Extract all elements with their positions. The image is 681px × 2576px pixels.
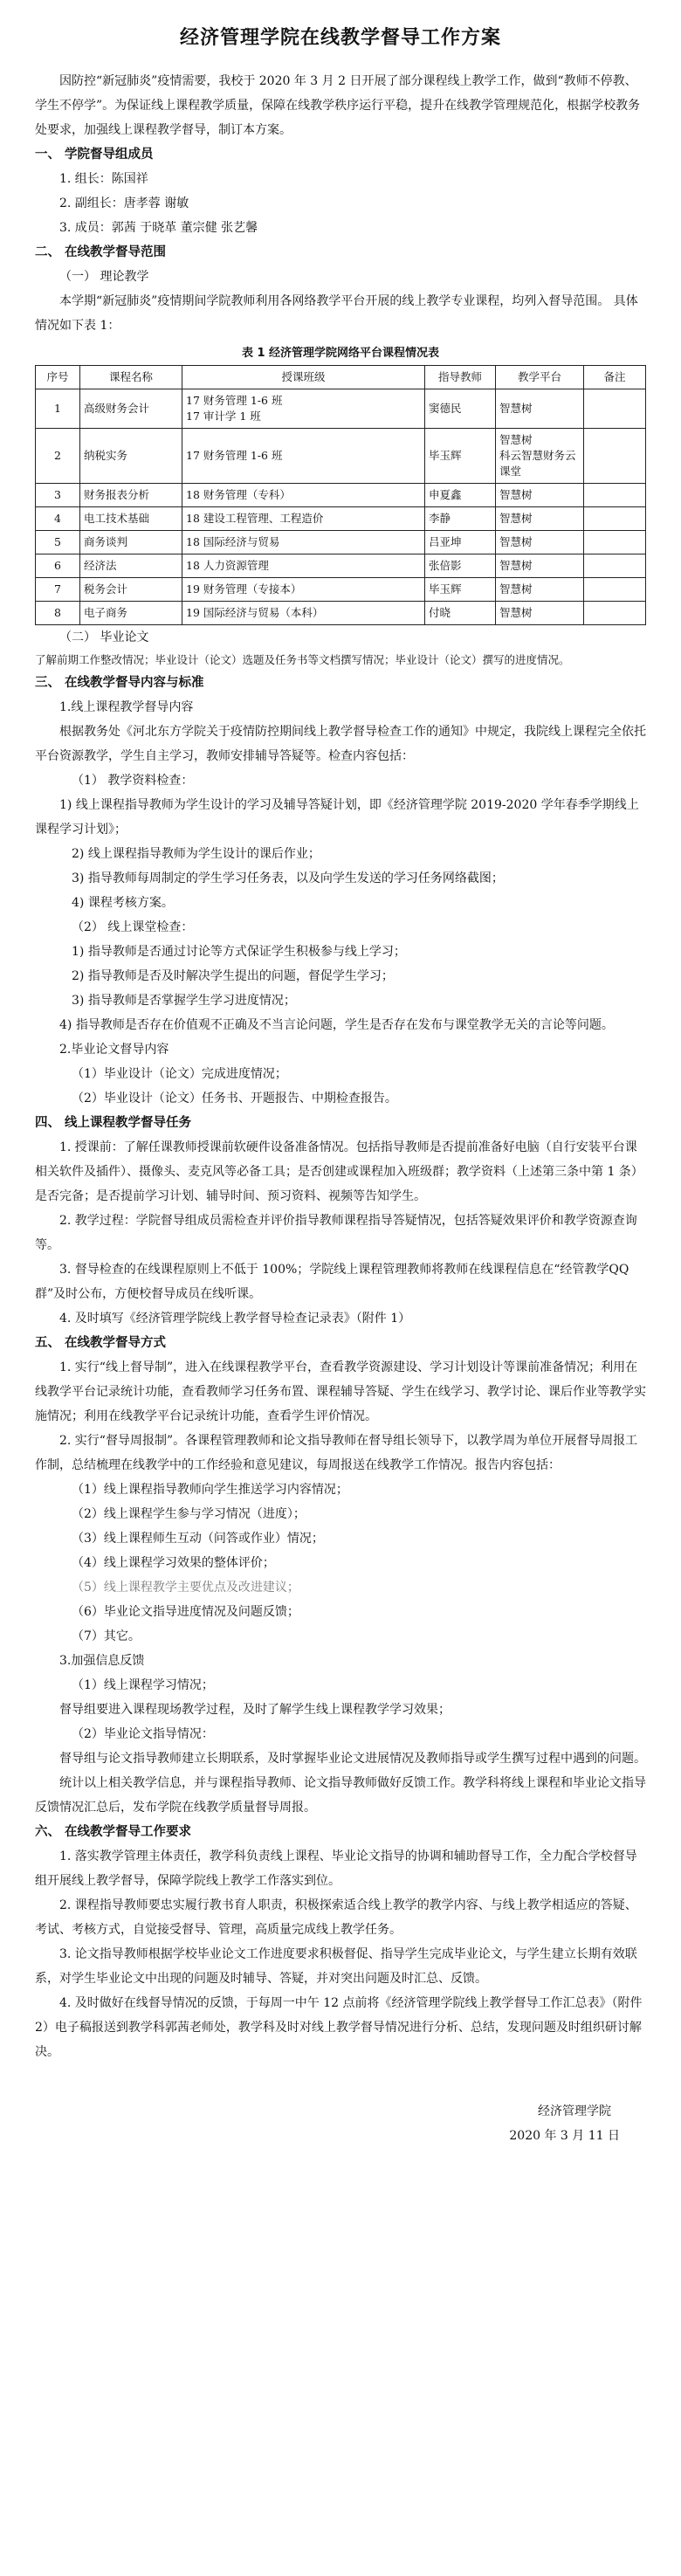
- scope-paragraph: 本学期“新冠肺炎”疫情期间学院教师利用各网络教学平台开展的线上教学专业课程，均列入督导范围。 具体情况如下表 1：: [35, 294, 638, 333]
- body-line: （3）线上课程师生互动（问答或作业）情况；: [72, 1532, 324, 1546]
- table-cell: 智慧树: [496, 531, 584, 554]
- body-line: （2）毕业设计（论文）任务书、开题报告、中期检查报告。: [72, 1092, 397, 1105]
- member-line: 1. 组长：陈国祥: [59, 172, 148, 186]
- table-cell: 智慧树: [496, 602, 584, 625]
- table-cell: 财务报表分析: [80, 484, 182, 507]
- table-body: [36, 389, 646, 625]
- body-line: 2. 实行“督导周报制”。各课程管理教师和论文指导教师在督导组长领导下，以教学周为单位开展督导周报工作制，总结梳理在线教学中的工作经验和意见建议，每周报送在线教学工作情况。报告内容包括：: [35, 1434, 638, 1472]
- body-line: （5）线上课程教学主要优点及改进建议；: [72, 1581, 299, 1595]
- table-cell: 智慧树 科云智慧财务云课堂: [496, 429, 584, 484]
- table-cell: 18 建设工程管理、工程造价: [182, 507, 425, 531]
- table-cell: 8: [36, 602, 80, 625]
- table-cell: 1: [36, 389, 80, 429]
- member-line: 2. 副组长：唐孝蓉 谢敏: [59, 196, 189, 210]
- body-line: （2）线上课程学生参与学习情况（进度）；: [72, 1507, 306, 1521]
- section-2-heading: 二、 在线教学督导范围: [35, 245, 167, 259]
- table-cell: 商务谈判: [80, 531, 182, 554]
- table-row: [36, 602, 646, 625]
- table-cell: 6: [36, 554, 80, 578]
- table-cell: 窦德民: [425, 389, 496, 429]
- table-cell: 申夏鑫: [425, 484, 496, 507]
- intro-paragraph: 因防控“新冠肺炎”疫情需要，我校于 2020 年 3 月 2 日开展了部分课程线上教学工作，做到“教师不停教、学生不停学”。为保证线上课程教学质量，保障在线教学秩序运行平稳，提升在线教学管理规范化，根据学校教务处要求，加强线上课程教学督导，制订本方案。: [35, 74, 641, 137]
- body-line: 1.线上课程教学督导内容: [59, 700, 194, 714]
- table-cell: [584, 429, 646, 484]
- table-cell: 17 财务管理 1-6 班: [182, 429, 425, 484]
- body-line: 督导组要进入课程现场教学过程，及时了解学生线上课程教学学习效果；: [59, 1703, 451, 1717]
- table-cell: 18 人力资源管理: [182, 554, 425, 578]
- table-header-cell: 备注: [584, 366, 646, 389]
- table-row: [36, 429, 646, 484]
- table-cell: 张倍影: [425, 554, 496, 578]
- table-cell: 3: [36, 484, 80, 507]
- table-cell: [584, 531, 646, 554]
- body-line: 2) 指导教师是否及时解决学生提出的问题，督促学生学习；: [72, 969, 394, 983]
- section-3-heading: 三、 在线教学督导内容与标准: [35, 676, 204, 690]
- section-1-heading: 一、 学院督导组成员: [35, 148, 154, 162]
- table-cell: 19 国际经济与贸易（本科）: [182, 602, 425, 625]
- body-line: 1) 指导教师是否通过讨论等方式保证学生积极参与线上学习；: [72, 945, 406, 959]
- table-row: [36, 484, 646, 507]
- body-line: 1. 授课前：了解任课教师授课前软硬件设备准备情况。包括指导教师是否提前准备好电脑（自行安装平台课相关软件及插件）、摄像头、麦克风等必备工具；是否创建或课程加入班级群；教学资料（上述第三条中第 1 条）是否完备；是否提前学习计划、辅导时间、预习资料、视频等告知学生。: [35, 1140, 643, 1203]
- table-cell: 2: [36, 429, 80, 484]
- subheading-thesis: （二） 毕业论文: [59, 630, 149, 644]
- body-line: （7）其它。: [72, 1629, 141, 1643]
- section-6-heading: 六、 在线教学督导工作要求: [35, 1825, 192, 1839]
- course-table: [35, 365, 646, 625]
- body-line: 2.毕业论文督导内容: [59, 1043, 169, 1057]
- table-caption: 表 1 经济管理学院网络平台课程情况表: [241, 347, 440, 360]
- body-line: （1） 教学资料检查：: [72, 774, 194, 788]
- table-cell: 毕玉辉: [425, 578, 496, 602]
- body-line: 1. 实行“线上督导制”，进入在线课程教学平台，查看教学资源建设、学习计划设计等课前准备情况；利用在线教学平台记录统计功能，查看教师学习任务布置、课程辅导答疑、学生在线学习、教学讨论、课后作业等教学实施情况；利用在线教学平台记录统计功能，查看学生评价情况。: [35, 1360, 646, 1423]
- table-cell: [584, 554, 646, 578]
- body-line: 督导组与论文指导教师建立长期联系，及时掌握毕业论文进展情况及教师指导或学生撰写过程中遇到的问题。: [59, 1752, 646, 1766]
- signature-org: 经济管理学院: [538, 2104, 611, 2118]
- table-cell: 电子商务: [80, 602, 182, 625]
- section-4-body: [35, 1135, 646, 1331]
- table-cell: [584, 484, 646, 507]
- table-header-cell: 授课班级: [182, 366, 425, 389]
- member-line: 3. 成员：郭茜 于晓革 董宗健 张艺馨: [59, 221, 258, 235]
- table-cell: 付晓: [425, 602, 496, 625]
- body-line: 4) 课程考核方案。: [72, 896, 174, 910]
- body-line: 3. 论文指导教师根据学校毕业论文工作进度要求积极督促、指导学生完成毕业论文，与学生建立长期有效联系，对学生毕业论文中出现的问题及时辅导、答疑，并对突出问题及时汇总、反馈。: [35, 1947, 637, 1986]
- table-header-cell: 指导教师: [425, 366, 496, 389]
- body-line: （2） 线上课堂检查：: [72, 920, 194, 934]
- section-3-body: [35, 695, 646, 1111]
- body-line: 3. 督导检查的在线课程原则上不低于 100%；学院线上课程管理教师将教师在线课程信息在“经管教学QQ群”及时公布，方便校督导成员在线听课。: [35, 1263, 629, 1301]
- section-4-heading: 四、 线上课程教学督导任务: [35, 1116, 192, 1130]
- table-cell: [584, 507, 646, 531]
- thesis-note: 了解前期工作整改情况；毕业设计（论文）选题及任务书等文档撰写情况；毕业设计（论文）撰写的进度情况。: [35, 653, 570, 666]
- body-line: 2. 教学过程：学院督导组成员需检查并评价指导教师课程指导答疑情况，包括答疑效果评价和教学资源查询等。: [35, 1214, 637, 1252]
- body-line: 统计以上相关教学信息，并与课程指导教师、论文指导教师做好反馈工作。教学科将线上课程和毕业论文指导反馈情况汇总后，发布学院在线教学质量督导周报。: [35, 1776, 646, 1815]
- body-line: 4. 及时填写《经济管理学院线上教学督导检查记录表》（附件 1）: [59, 1312, 411, 1326]
- table-cell: 18 财务管理（专科）: [182, 484, 425, 507]
- table-cell: 纳税实务: [80, 429, 182, 484]
- table-cell: [584, 389, 646, 429]
- body-line: （1）毕业设计（论文）完成进度情况；: [72, 1067, 287, 1081]
- signature-date: 2020 年 3 月 11 日: [509, 2129, 620, 2143]
- body-line: 1. 落实教学管理主体责任，教学科负责线上课程、毕业论文指导的协调和辅助督导工作，全力配合学校督导组开展线上教学督导，保障学院线上教学工作落实到位。: [35, 1849, 637, 1888]
- table-cell: 电工技术基础: [80, 507, 182, 531]
- table-row: [36, 578, 646, 602]
- table-row: [36, 389, 646, 429]
- table-cell: 智慧树: [496, 507, 584, 531]
- body-line: （2）毕业论文指导情况：: [72, 1727, 214, 1741]
- body-line: 3.加强信息反馈: [59, 1654, 145, 1668]
- table-cell: [584, 578, 646, 602]
- table-cell: 智慧树: [496, 554, 584, 578]
- table-cell: 税务会计: [80, 578, 182, 602]
- body-line: 4. 及时做好在线督导情况的反馈，于每周一中午 12 点前将《经济管理学院线上教学督导工作汇总表》（附件 2）电子稿报送到教学科郭茜老师处，教学科及时对线上教学督导情况进行分析、总结，发现问题及时组织研讨解决。: [35, 1996, 643, 2059]
- body-line: 3) 指导教师是否掌握学生学习进度情况；: [72, 994, 296, 1008]
- table-row: [36, 531, 646, 554]
- table-cell: 17 财务管理 1-6 班 17 审计学 1 班: [182, 389, 425, 429]
- table-cell: 经济法: [80, 554, 182, 578]
- body-line: 根据教务处《河北东方学院关于疫情防控期间线上教学督导检查工作的通知》中规定，我院线上课程完全依托平台资源教学，学生自主学习，教师安排辅导答疑等。检查内容包括：: [35, 725, 646, 763]
- table-cell: [584, 602, 646, 625]
- table-cell: 吕亚坤: [425, 531, 496, 554]
- body-line: （1）线上课程指导教师向学生推送学习内容情况；: [72, 1483, 348, 1497]
- body-line: （4）线上课程学习效果的整体评价；: [72, 1556, 275, 1570]
- table-cell: 19 财务管理（专接本）: [182, 578, 425, 602]
- body-line: （6）毕业论文指导进度情况及问题反馈；: [72, 1605, 299, 1619]
- table-cell: 7: [36, 578, 80, 602]
- table-header-cell: 序号: [36, 366, 80, 389]
- section-5-heading: 五、 在线教学督导方式: [35, 1336, 167, 1350]
- body-line: 2. 课程指导教师要忠实履行教书育人职责，积极探索适合线上教学的教学内容、与线上教学相适应的答疑、考试、考核方式，自觉接受督导、管理，高质量完成线上教学任务。: [35, 1898, 637, 1937]
- table-row: [36, 554, 646, 578]
- body-line: （1）线上课程学习情况；: [72, 1678, 214, 1692]
- table-cell: 智慧树: [496, 484, 584, 507]
- table-cell: 智慧树: [496, 389, 584, 429]
- document-title: 经济管理学院在线教学督导工作方案: [179, 26, 501, 49]
- table-cell: 18 国际经济与贸易: [182, 531, 425, 554]
- table-cell: 智慧树: [496, 578, 584, 602]
- table-header-cell: 课程名称: [80, 366, 182, 389]
- section-6-body: [35, 1844, 646, 2064]
- subheading-theory: （一） 理论教学: [59, 270, 149, 284]
- table-cell: 毕玉辉: [425, 429, 496, 484]
- table-cell: 5: [36, 531, 80, 554]
- body-line: 3) 指导教师每周制定的学生学习任务表，以及向学生发送的学习任务网络截图；: [72, 871, 504, 885]
- table-cell: 4: [36, 507, 80, 531]
- table-header-row: [36, 366, 646, 389]
- body-line: 4) 指导教师是否存在价值观不正确及不当言论问题，学生是否存在发布与课堂教学无关的言论等问题。: [59, 1018, 614, 1032]
- table-cell: 高级财务会计: [80, 389, 182, 429]
- table-row: [36, 507, 646, 531]
- table-cell: 李静: [425, 507, 496, 531]
- section-5-body: [35, 1355, 646, 1820]
- body-line: 1) 线上课程指导教师为学生设计的学习及辅导答疑计划，即《经济管理学院 2019-2020 学年春季学期线上课程学习计划》；: [35, 798, 639, 837]
- table-header-cell: 教学平台: [496, 366, 584, 389]
- body-line: 2) 线上课程指导教师为学生设计的课后作业；: [72, 847, 320, 861]
